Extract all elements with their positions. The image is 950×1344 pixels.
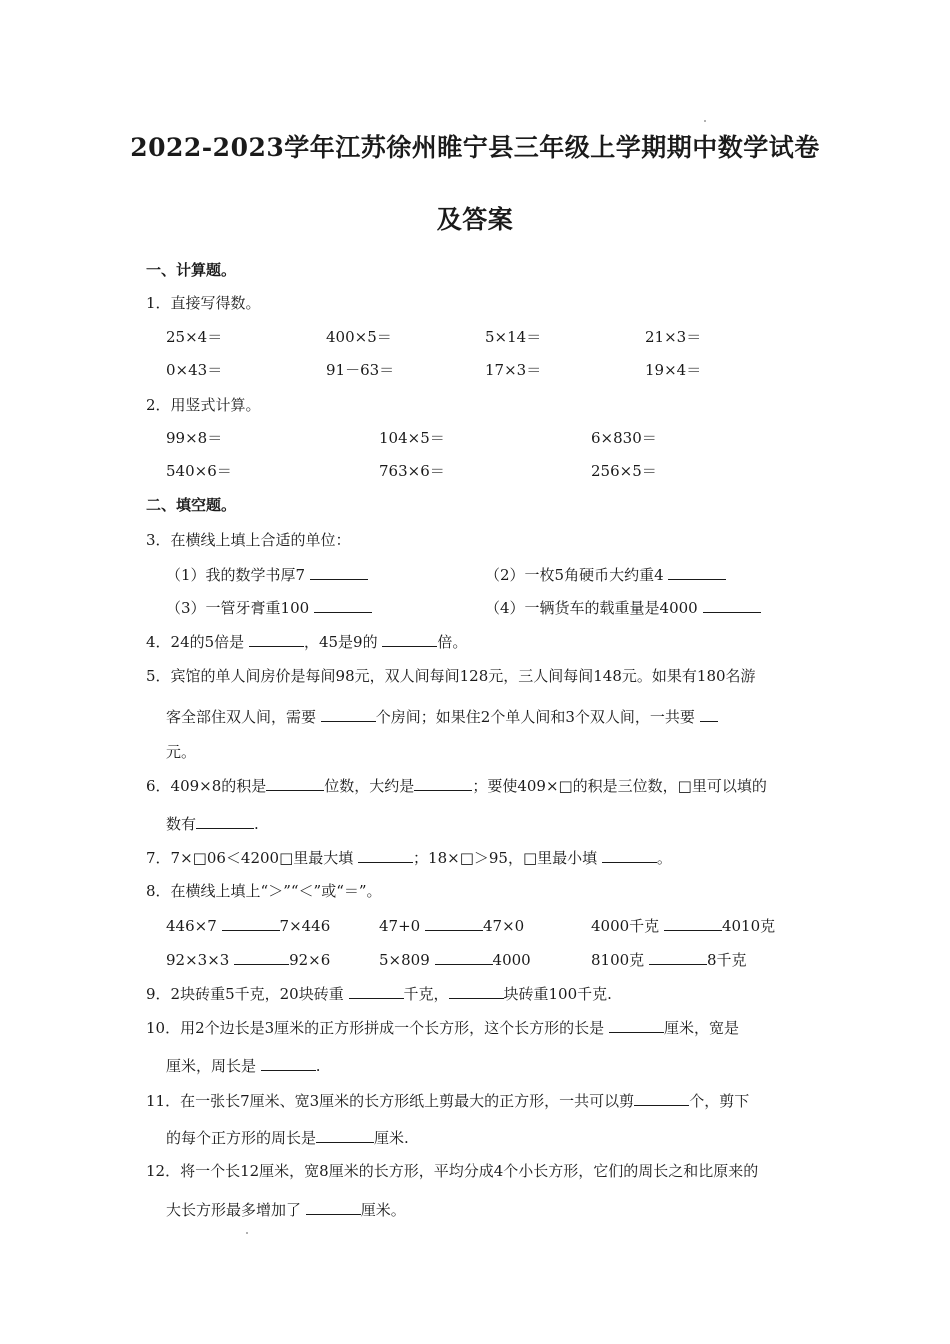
answer-blank[interactable] [316,1127,374,1143]
q8-left: 92×3×3 [166,951,230,969]
question-10 [146,1017,739,1038]
q8-right: 4000 [492,951,531,969]
q8-item [166,915,330,936]
question-11 [146,1090,749,1111]
q2-item: 104×5＝ [379,429,445,447]
q4-text: 4．24的5倍是 [146,633,245,651]
q3-part-1 [166,564,368,585]
question-7 [146,847,672,868]
q8-left: 4000千克 [591,917,660,935]
answer-blank[interactable] [634,1090,689,1106]
q1-item: 0×43＝ [166,361,223,379]
q1-item: 17×3＝ [485,361,542,379]
section-heading-fill-in: 二、填空题。 [146,496,237,514]
q8-item [166,949,330,970]
q11-text: 11．在一张长7厘米、宽3厘米的长方形纸上剪最大的正方形，一共可以剪 [146,1092,635,1110]
q8-left: 446×7 [166,917,217,935]
q2-item: 99×8＝ [166,429,223,447]
q11-text: 厘米. [374,1129,409,1147]
question-3: 3．在横线上填上合适的单位： [146,531,351,549]
answer-blank[interactable] [435,949,493,965]
question-8: 8．在横线上填上“＞”“＜”或“＝”。 [146,882,382,900]
q6-text: ；要使409×□的积是三位数，□里可以填的 [472,777,767,795]
q3-part-4-text: （4）一辆货车的载重量是4000 [485,599,698,617]
q8-right: 47×0 [482,917,525,935]
q6-text: 数有 [166,815,197,833]
q8-right: 4010克 [721,917,776,935]
question-11-line-2 [166,1127,409,1148]
answer-blank[interactable] [321,706,376,722]
q10-text: 10．用2个边长是3厘米的正方形拼成一个长方形，这个长方形的长是 [146,1019,605,1037]
answer-blank[interactable] [196,813,254,829]
question-5-line-3: 元。 [166,743,197,761]
q1-item: 21×3＝ [645,328,702,346]
scan-speck [704,120,706,122]
question-6-line-2 [166,813,259,834]
question-5: 5．宾馆的单人间房价是每间98元，双人间每间128元，三人间每间148元。如果有180名游 [146,667,756,685]
q2-item: 6×830＝ [591,429,657,447]
q9-text: 块砖重100千克. [503,985,612,1003]
q1-item: 19×4＝ [645,361,702,379]
answer-blank[interactable] [382,631,437,647]
question-12-line-2 [166,1199,406,1220]
answer-blank[interactable] [222,915,280,931]
answer-blank[interactable] [349,983,404,999]
q3-part-3-text: （3）一管牙膏重100 [166,599,310,617]
question-12: 12．将一个长12厘米，宽8厘米的长方形，平均分成4个小长方形，它们的周长之和比原来的 [146,1162,759,1180]
q1-item: 25×4＝ [166,328,223,346]
q11-text: 的每个正方形的周长是 [166,1129,317,1147]
q8-left: 5×809 [379,951,430,969]
q8-left: 8100克 [591,951,645,969]
question-9 [146,983,612,1004]
q3-part-2 [485,564,726,585]
answer-blank[interactable] [414,775,472,791]
q2-item: 763×6＝ [379,462,445,480]
q12-text: 大长方形最多增加了 [166,1201,302,1219]
q7-text: 7．7×□06＜4200□里最大填 [146,849,354,867]
q4-text: ，45是9的 [303,633,378,651]
q6-text: 位数，大约是 [324,777,415,795]
page-title: 2022-2023学年江苏徐州睢宁县三年级上学期期中数学试卷 [130,133,820,162]
answer-blank[interactable] [668,564,726,580]
answer-blank[interactable] [609,1017,664,1033]
q8-left: 47+0 [379,917,421,935]
q1-item: 5×14＝ [485,328,542,346]
q2-item: 540×6＝ [166,462,232,480]
q8-right: 7×446 [279,917,331,935]
q1-item: 400×5＝ [326,328,392,346]
question-2: 2．用竖式计算。 [146,396,261,414]
q3-part-4 [485,597,761,618]
q10-text: . [315,1057,321,1075]
answer-blank[interactable] [425,915,483,931]
answer-blank[interactable] [234,949,289,965]
question-1: 1．直接写得数。 [146,294,261,312]
q9-text: 千克， [403,985,449,1003]
q7-text: 。 [656,849,672,867]
q6-text: . [254,815,259,833]
q8-right: 8千克 [706,951,747,969]
q5-text: 客全部住双人间，需要 [166,708,317,726]
answer-blank[interactable] [449,983,504,999]
q3-part-2-text: （2）一枚5角硬币大约重4 [485,566,664,584]
q11-text: 个，剪下 [689,1092,750,1110]
answer-blank[interactable] [249,631,304,647]
answer-blank[interactable] [602,847,657,863]
q1-item: 91－63＝ [326,361,395,379]
q8-item [379,949,531,970]
answer-blank[interactable] [266,775,324,791]
question-6 [146,775,767,796]
answer-blank[interactable] [261,1055,316,1071]
q12-text: 厘米。 [360,1201,406,1219]
answer-blank[interactable] [700,706,718,722]
q10-text: 厘米，宽是 [663,1019,739,1037]
question-10-line-2 [166,1055,321,1076]
q8-item [379,915,524,936]
q8-item [591,949,747,970]
q6-text: 6．409×8的积是 [146,777,267,795]
q9-text: 9．2块砖重5千克，20块砖重 [146,985,344,1003]
scan-speck [246,1232,248,1234]
q2-item: 256×5＝ [591,462,657,480]
q4-text: 倍。 [437,633,468,651]
q8-item [591,915,775,936]
answer-blank[interactable] [310,564,368,580]
question-4 [146,631,467,652]
q7-text: ；18×□＞95，□里最小填 [413,849,598,867]
q8-right: 92×6 [289,951,331,969]
q5-text: 个房间；如果住2个单人间和3个双人间，一共要 [375,708,695,726]
q3-part-3 [166,597,372,618]
question-5-line-2 [166,706,718,727]
answer-blank[interactable] [649,949,707,965]
answer-blank[interactable] [306,1199,361,1215]
answer-blank[interactable] [664,915,722,931]
page-title-continued: 及答案 [436,205,514,234]
section-heading-calculation: 一、计算题。 [146,261,237,279]
q10-text: 厘米，周长是 [166,1057,257,1075]
answer-blank[interactable] [358,847,413,863]
q3-part-1-text: （1）我的数学书厚7 [166,566,306,584]
answer-blank[interactable] [314,597,372,613]
answer-blank[interactable] [703,597,761,613]
